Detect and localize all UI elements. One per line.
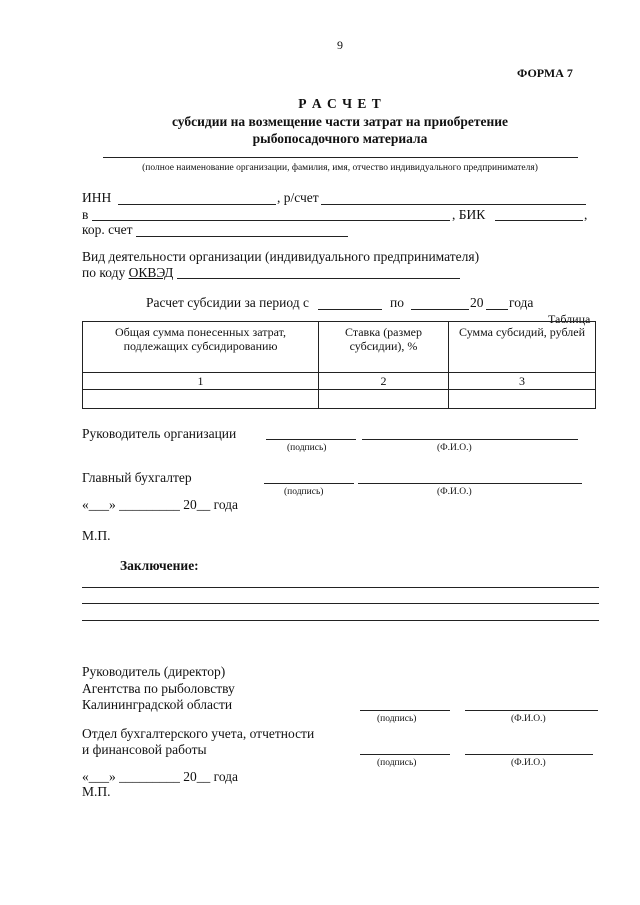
director-label-line1: Руководитель (директор) — [82, 664, 226, 679]
period-from-field[interactable] — [318, 309, 382, 310]
director-name-caption: (Ф.И.О.) — [511, 714, 546, 724]
dept-name-caption: (Ф.И.О.) — [511, 758, 546, 768]
dept-label-line2: и финансовой работы — [82, 742, 207, 757]
period-year-prefix: 20 — [470, 295, 484, 310]
period-year-suffix: года — [509, 295, 534, 310]
head-signature-caption: (подпись) — [287, 443, 327, 453]
total-costs-cell[interactable] — [83, 390, 319, 409]
head-name-caption: (Ф.И.О.) — [437, 443, 472, 453]
column-number-2: 2 — [319, 373, 449, 390]
header-total-costs: Общая сумма понесенных затрат, подлежащих субсидированию — [83, 322, 319, 373]
org-name-line[interactable] — [103, 157, 578, 158]
account-label: , р/счет — [277, 190, 319, 205]
period-prefix: Расчет субсидии за период с — [146, 295, 309, 310]
rate-cell[interactable] — [319, 390, 449, 409]
director-label-line3: Калининградской области — [82, 697, 233, 712]
accountant-signature-field[interactable] — [264, 483, 354, 484]
inn-label: ИНН — [82, 190, 112, 205]
head-name-field[interactable] — [362, 439, 578, 440]
dept-label-line1: Отдел бухгалтерского учета, отчетности — [82, 726, 315, 741]
header-rate: Ставка (размер субсидии), % — [319, 322, 449, 373]
subsidy-amount-cell[interactable] — [449, 390, 596, 409]
conclusion-line-2[interactable] — [82, 603, 599, 604]
subsidy-table — [82, 321, 596, 409]
dept-signature-caption: (подпись) — [377, 758, 417, 768]
header-subsidy-amount: Сумма субсидий, рублей — [449, 322, 596, 373]
head-of-organization-label: Руководитель организации — [82, 426, 237, 441]
column-number-3: 3 — [449, 373, 596, 390]
bank-prefix: в — [82, 207, 89, 222]
date-line[interactable]: «___» _________ 20__ года — [82, 497, 239, 512]
stamp-label: М.П. — [82, 528, 111, 543]
corr-account-label: кор. счет — [82, 222, 133, 237]
table-caption: Таблица — [548, 312, 591, 326]
accountant-signature-caption: (подпись) — [284, 487, 324, 497]
director-signature-field[interactable] — [360, 710, 450, 711]
conclusion-line-3[interactable] — [82, 620, 599, 621]
conclusion-heading: Заключение: — [120, 558, 199, 573]
head-signature-field[interactable] — [266, 439, 356, 440]
account-field[interactable] — [321, 204, 586, 205]
page-number: 9 — [337, 38, 343, 52]
table-data-row — [83, 390, 596, 409]
director-label-line2: Агентства по рыболовству — [82, 681, 235, 696]
document-subtitle-line2: рыбопосадочного материала — [252, 131, 428, 146]
corr-account-field[interactable] — [136, 236, 348, 237]
column-number-1: 1 — [83, 373, 319, 390]
director-name-field[interactable] — [465, 710, 598, 711]
okved-field[interactable] — [177, 278, 460, 279]
accountant-name-caption: (Ф.И.О.) — [437, 487, 472, 497]
director-signature-caption: (подпись) — [377, 714, 417, 724]
dept-signature-field[interactable] — [360, 754, 450, 755]
document-title: Р А С Ч Е Т — [298, 96, 382, 111]
activity-code-prefix: по коду — [82, 265, 126, 280]
inn-field[interactable] — [118, 204, 276, 205]
activity-label: Вид деятельности организации (индивидуального предпринимателя) — [82, 249, 480, 264]
bik-label: , БИК — [452, 207, 486, 222]
stamp-label-bottom: М.П. — [82, 784, 111, 799]
accountant-name-field[interactable] — [358, 483, 582, 484]
okved-label: ОКВЭД — [128, 265, 174, 280]
table-header-row — [83, 322, 596, 373]
org-name-caption: (полное наименование организации, фамилия, имя, отчество индивидуального предпринимателя) — [142, 163, 538, 173]
bik-end: , — [584, 207, 588, 222]
date-line-bottom[interactable]: «___» _________ 20__ года — [82, 769, 239, 784]
bik-field[interactable] — [495, 220, 583, 221]
conclusion-line-1[interactable] — [82, 587, 599, 588]
table-number-row — [83, 373, 596, 390]
period-year-field[interactable] — [486, 309, 508, 310]
dept-name-field[interactable] — [465, 754, 593, 755]
bank-field[interactable] — [92, 220, 450, 221]
chief-accountant-label: Главный бухгалтер — [82, 470, 192, 485]
period-to-field[interactable] — [411, 309, 469, 310]
period-to-label: по — [390, 295, 404, 310]
form-label: ФОРМА 7 — [517, 66, 573, 80]
document-subtitle-line1: субсидии на возмещение части затрат на приобретение — [171, 114, 509, 129]
